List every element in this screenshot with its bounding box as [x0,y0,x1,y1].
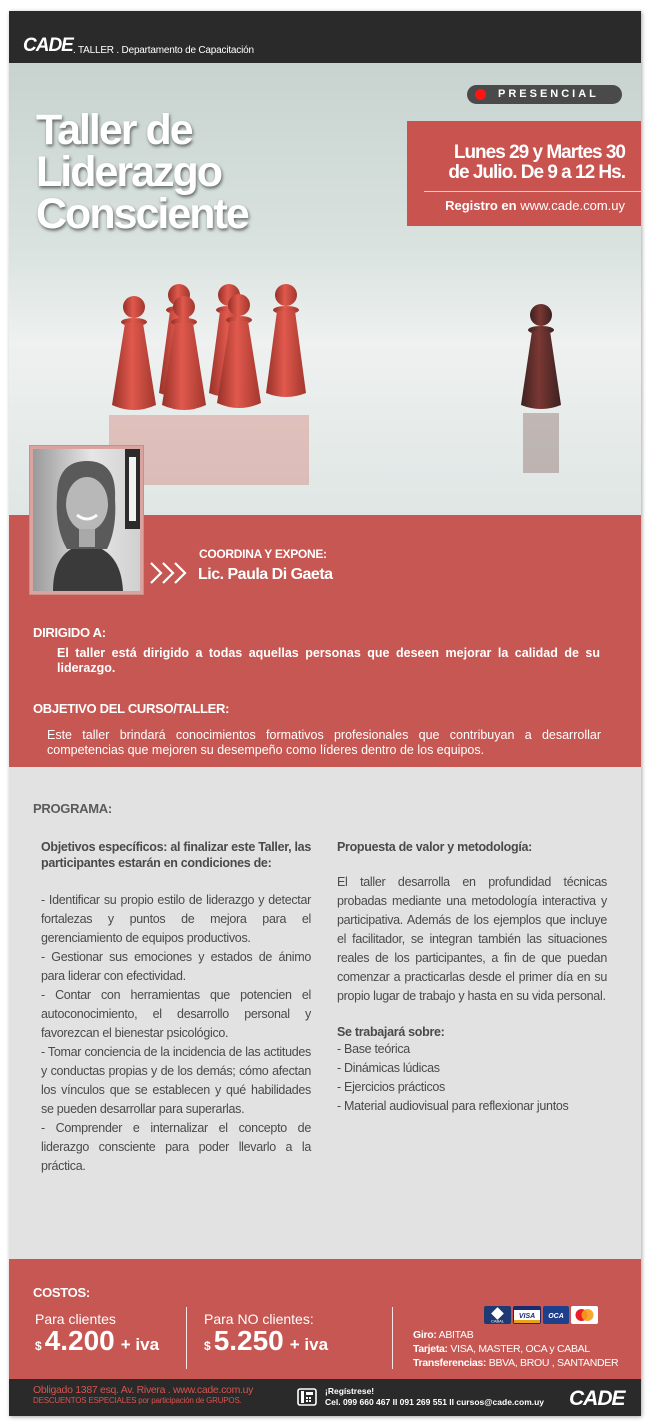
cabal-card-icon [484,1306,511,1324]
objectives-subheading: Objetivos específicos: al finalizar este Taller, las participantes estarán en condiciones de: [41,840,311,870]
non-clients-label: Para NO clientes: [204,1311,314,1327]
live-dot-icon [475,89,486,100]
course-dates: Lunes 29 y Martes 30 de Julio. De 9 a 12 Hs. [448,142,625,183]
svg-text:CABAL: CABAL [490,1318,505,1324]
methodology-subheading: Propuesta de valor y metodología: [337,840,533,854]
topic-item: - Ejercicios prácticos [337,1080,446,1094]
objective-text: Este taller brindará conocimientos formativos profesionales que contribuyan a desarrollar competencias que mejoren su desempeño como líderes dentro de los equipos. [47,728,601,757]
speaker-photo [33,449,140,591]
phone-icon [297,1388,317,1406]
modality-badge: PRESENCIAL [467,85,622,104]
svg-text:VISA: VISA [518,1313,536,1320]
objective-item: - Contar con herramientas que potencien el autoconocimiento, el desarrollo personal y favorezcan el bienestar psicológico. [41,988,311,1040]
costs-section [9,1259,641,1379]
methodology-column [337,839,607,1116]
oca-card-icon [543,1306,569,1324]
non-clients-price: $ 5.250 + iva [204,1325,329,1356]
chevrons-icon [149,561,189,585]
payment-giro: Giro: ABITAB [413,1329,474,1341]
topic-item: - Material audiovisual para reflexionar juntos [337,1099,569,1113]
divider [424,191,641,192]
objective-item: - Identificar su propio estilo de liderazgo y detectar fortalezas y puntos de mejora para el gerenciamiento de equipos productivos. [41,893,311,945]
program-heading: PROGRAMA: [33,801,112,816]
clients-label: Para clientes [35,1311,116,1327]
mastercard-card-icon [571,1306,598,1324]
methodology-text: El taller desarrolla en profundidad técnicas probadas mediante una metodología interactiva y participativa. Además de los ejemplos que incluye el facilitador, se integran también las situaciones reales de los participantes, a fin de que puedan comenzar a practicarlas desde el primer día en su propio lugar de trabajo y hasta en su vida personal. [337,875,607,1003]
cade-logo: CADE [569,1387,625,1410]
contact-info[interactable]: Cel. 099 660 467 II 091 269 551 II cursos@cade.com.uy [325,1397,545,1407]
registration-link[interactable]: Registro en www.cade.com.uy [445,198,625,213]
top-bar [9,11,641,63]
audience-heading: DIRIGIDO A: [33,625,106,640]
footer [9,1379,641,1416]
flyer [9,11,641,1416]
speaker-name: Lic. Paula Di Gaeta [198,566,333,583]
divider [186,1307,187,1369]
breadcrumb: . TALLER . Departamento de Capacitación [73,45,254,56]
footer-address: Obligado 1387 esq. Av. Rivera . www.cade.com.uy [33,1384,254,1396]
divider [392,1307,393,1369]
audience-text: El taller está dirigido a todas aquellas personas que deseen mejorar la calidad de su liderazgo. [57,646,600,675]
clients-price: $ 4.200 + iva [35,1325,160,1356]
footer-discount: DESCUENTOS ESPECIALES por participación de GRUPOS. [33,1396,242,1405]
topics-heading: Se trabajará sobre: [337,1025,445,1039]
register-call: ¡Regístrese! [325,1386,375,1396]
objective-heading: OBJETIVO DEL CURSO/TALLER: [33,701,230,716]
costs-heading: COSTOS: [33,1285,90,1300]
speaker-photo-frame [29,445,144,595]
course-title: Taller de Liderazgo Consciente [36,106,248,238]
objective-item: - Tomar conciencia de la incidencia de las actitudes y conductas propias y de los demás; cómo afectan los vínculos que se establecen y qué habilidades se pueden desarrollar para superarlas. [41,1045,311,1116]
svg-text:OCA: OCA [548,1313,564,1320]
cade-logo: CADE [23,35,73,56]
topic-item: - Dinámicas lúdicas [337,1061,440,1075]
speaker-role: COORDINA Y EXPONE: [199,547,327,561]
payment-transfer: Transferencias: BBVA, BROU , SANTANDER [413,1357,619,1369]
objective-item: - Gestionar sus emociones y estados de ánimo para liderar con efectividad. [41,950,311,983]
date-box [407,121,641,226]
objective-item: - Comprender e internalizar el concepto de liderazgo consciente para poder llevarlo a la práctica. [41,1121,311,1173]
objectives-column [41,839,311,1176]
payment-card: Tarjeta: VISA, MASTER, OCA y CABAL [413,1343,590,1355]
topic-item: - Base teórica [337,1042,410,1056]
visa-card-icon [513,1306,541,1324]
pawns-illustration [89,283,569,515]
